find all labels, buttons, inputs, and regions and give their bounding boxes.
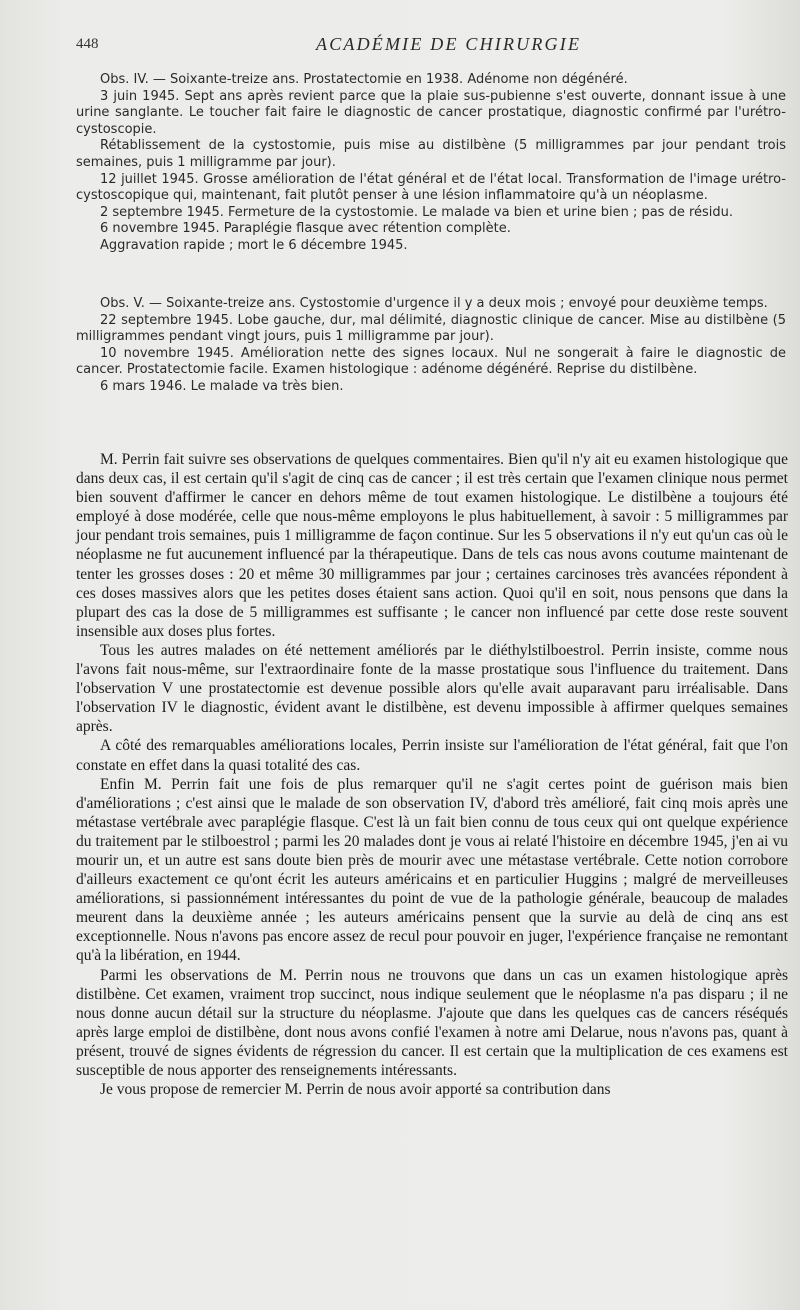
obs4-paragraph-2: 3 juin 1945. Sept ans après revient parce que la plaie sus-pubienne s'est ouverte, donnant issue à une urine sanglante. Le toucher fait faire le diagnostic de cancer prostatique, diagnostic confirmé par l'urétro-cystoscopie. [76, 88, 786, 137]
body-paragraph-5: Parmi les observations de M. Perrin nous ne trouvons que dans un cas un examen histologique après distilbène. Cet examen, vraiment trop succinct, nous indique seulement que le néoplasme n'a pas disparu ; il ne nous donne aucun détail sur la structure du néoplasme. J'ajoute que dans les quelques cas de cancers réséqués après large emploi de distilbène, dont nous avons confié l'examen à notre ami Delarue, nous n'avons pas, quant à présent, trouvé de signes évidents de régression du cancer. Il est certain que la multiplication de ces examens est susceptible de nous apporter des renseignements intéressants. [76, 966, 788, 1079]
obs5-paragraph-2: 22 septembre 1945. Lobe gauche, dur, mal délimité, diagnostic clinique de cancer. Mise au distilbène (5 milligrammes pendant vingt jours, puis 1 milligramme par jour). [76, 312, 786, 345]
body-paragraph-4: Enfin M. Perrin fait une fois de plus remarquer qu'il ne s'agit certes point de guérison mais bien d'améliorations ; c'est ainsi que le malade de son observation IV, d'abord très amélioré, fait cinq mois après une métastase vertébrale avec paraplégie flasque. C'est là un fait bien connu de tous ceux qui ont quelque expérience du traitement par le stilboestrol ; parmi les 20 malades dont je vous ai relaté l'histoire en décembre 1945, j'en ai vu mourir un, et un autre est sans doute bien près de mourir avec une métastase vertébrale. Cette notion corrobore d'ailleurs exactement ce qu'ont écrit les auteurs américains et en particulier Huggins ; malgré de merveilleuses améliorations, si passionnément intéressantes du point de vue de la pathologie générale, beaucoup de malades meurent dans la deuxième année ; les auteurs américains pensent que la survie au delà de cinq ans est exceptionnelle. Nous n'avons pas encore assez de recul pour pouvoir en juger, l'expérience française ne remontant qu'à la libération, en 1944. [76, 775, 788, 965]
obs4-paragraph-4: 12 juillet 1945. Grosse amélioration de l'état général et de l'état local. Transformation de l'image urétro-cystoscopique qui, maintenant, fait plutôt penser à une lésion inflammatoire qu'à un néoplasme. [76, 171, 786, 204]
obs5-paragraph-1: Obs. V. — Soixante-treize ans. Cystostomie d'urgence il y a deux mois ; envoyé pour deuxième temps. [100, 296, 768, 311]
obs4-paragraph-5: 2 septembre 1945. Fermeture de la cystostomie. Le malade va bien et urine bien ; pas de résidu. [100, 204, 734, 220]
observation-v [76, 296, 786, 396]
body-paragraph-1: M. Perrin fait suivre ses observations de quelques commentaires. Bien qu'il n'y ait eu examen histologique que dans deux cas, il est certain qu'il s'agit de cinq cas de cancer ; il est très certain que l'examen clinique nous permet bien souvent d'affirmer le cancer en dehors même de tout examen histologique. Le distilbène a toujours été employé à dose modérée, celle que nous-même employons le plus habituellement, à savoir : 5 milligrammes par jour pendant trois semaines, puis 1 milligramme de façon continue. Sur les 5 observations il n'y eut qu'un cas où le néoplasme ne fut aucunement influencé par la thérapeutique. Dans de tels cas nous avons coutume maintenant de tenter les grosses doses : 20 et même 30 milligrammes par jour ; certaines carcinoses très avancées répondent à ces doses massives alors que les petites doses étaient sans action. Quoi qu'il en soit, nous pensons que dans la plupart des cas la dose de 5 milligrammes est suffisante ; le cancer non influencé par cette dose reste souvent insensible aux doses plus fortes. [76, 451, 788, 640]
page-number: 448 [76, 36, 99, 52]
obs4-paragraph-3: Rétablissement de la cystostomie, puis mise au distilbène (5 milligrammes par jour pendant trois semaines, puis 1 milligramme par jour). [76, 138, 786, 170]
body-paragraph-2: Tous les autres malades on été nettement améliorés par le diéthylstilboestrol. Perrin insiste, comme nous l'avons fait nous-même, sur l'extraordinaire fonte de la masse prostatique sous l'influence du traitement. Dans l'observation V une prostatectomie est devenue possible alors qu'elle avait auparavant paru irréalisable. Dans l'observation IV le diagnostic, évident avant le distilbène, est devenu impossible à affirmer quelques semaines après. [76, 641, 788, 736]
obs4-paragraph-6: 6 novembre 1945. Paraplégie flasque avec rétention complète. [100, 221, 511, 237]
obs5-paragraph-4: 6 mars 1946. Le malade va très bien. [100, 378, 344, 394]
observation-iv [76, 72, 786, 255]
body-paragraph-6: Je vous propose de remercier M. Perrin de nous avoir apporté sa contribution dans [100, 1081, 611, 1099]
obs4-paragraph-1: Obs. IV. — Soixante-treize ans. Prostatectomie en 1938. Adénome non dégénéré. [100, 72, 628, 87]
obs5-paragraph-3: 10 novembre 1945. Amélioration nette des signes locaux. Nul ne songerait à faire le diagnostic de cancer. Prostatectomie facile. Examen histologique : adénome dégénéré. Reprise du distilbène. [76, 345, 786, 378]
body-paragraph-3: A côté des remarquables améliorations locales, Perrin insiste sur l'amélioration de l'état général, fait que l'on constate en effet dans la quasi totalité des cas. [76, 737, 788, 774]
page-header [76, 36, 780, 58]
commentary-body [76, 450, 788, 1099]
running-title: ACADÉMIE DE CHIRURGIE [316, 34, 582, 54]
obs4-paragraph-7: Aggravation rapide ; mort le 6 décembre 1945. [100, 237, 408, 253]
